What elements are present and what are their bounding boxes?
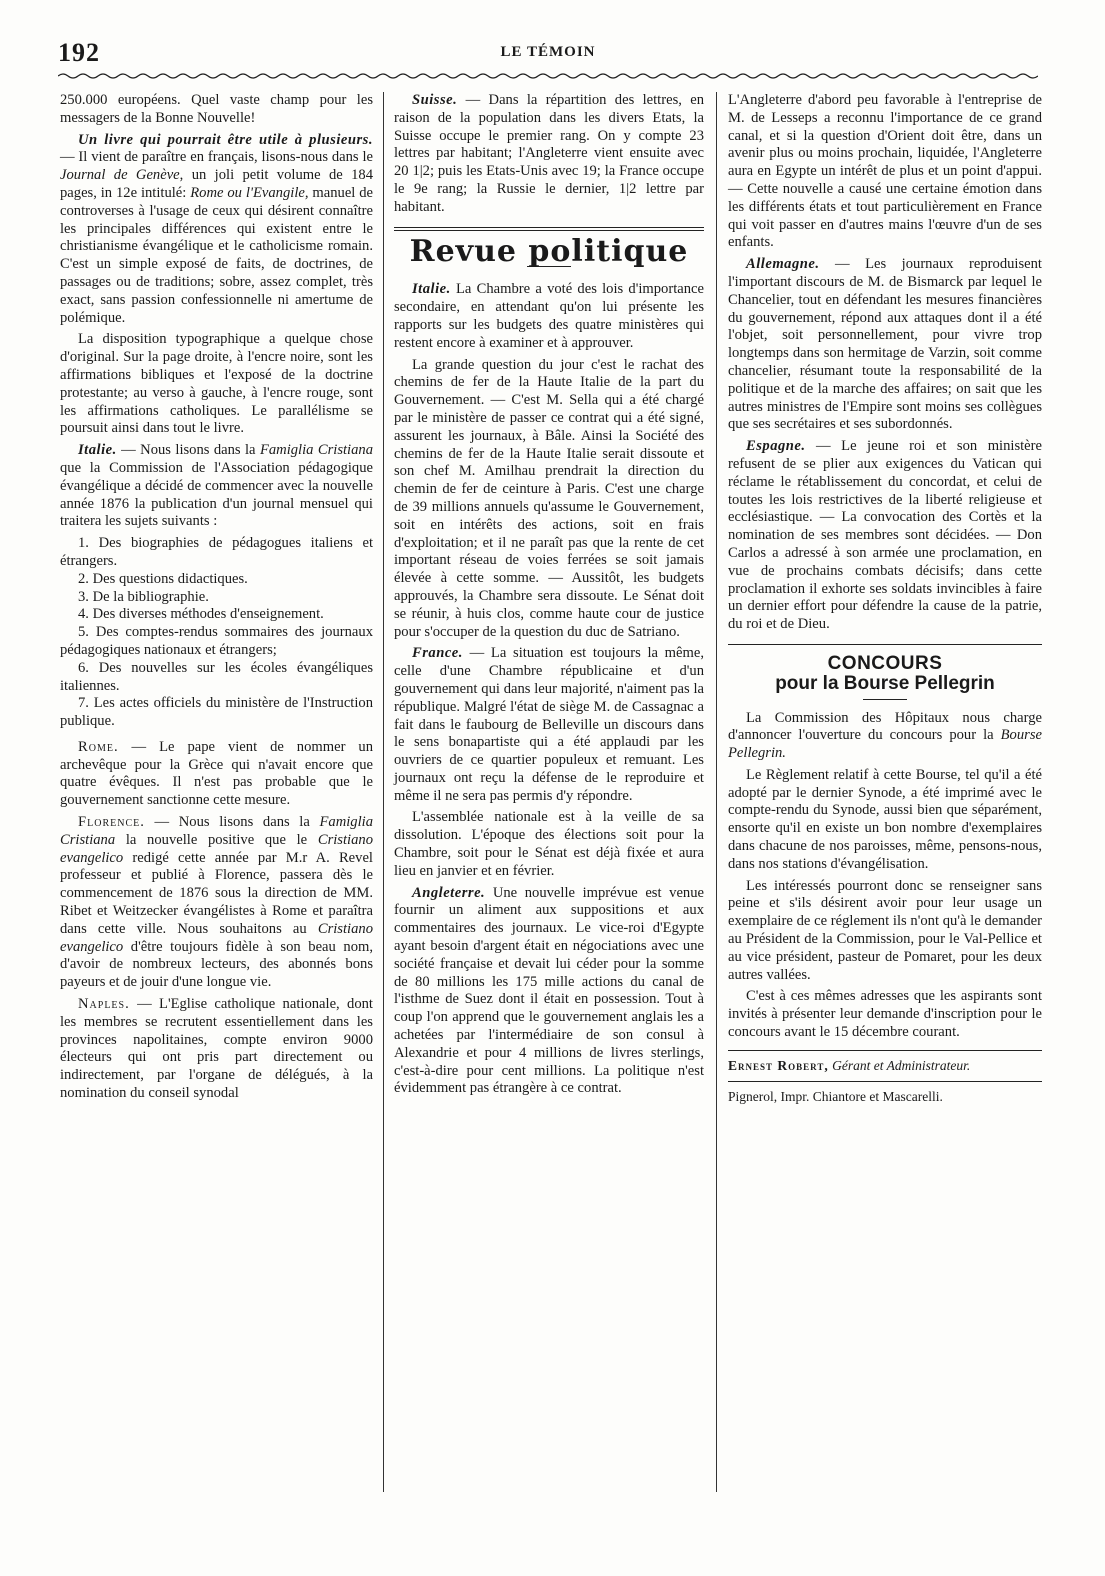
text: d'être toujours fidèle à son beau nom, d'avoir de nombreux lecteurs, des abonnés bons payeurs et de jouir d'une longue vie. (60, 938, 373, 991)
column-2 (394, 92, 704, 1102)
text: la nouvelle positive que le (115, 831, 318, 848)
list-item: 4. Des diverses méthodes d'enseignement. (78, 606, 324, 623)
city-label: Rome. (78, 738, 119, 755)
text: redigé cette année par M.r A. Revel professeur et publié à Florence, passera dès le commencement de 1876 sous la direction de MM. Ribet et Weitzecker évangélistes à Rome et paraîtra dans cette ville. Nous souhaitons au (60, 849, 373, 937)
newspaper-title: LE TÉMOIN (500, 44, 596, 60)
journal-name: Journal de Genève (60, 167, 180, 184)
article-angleterre (394, 885, 704, 1099)
city-label: Florence. (78, 814, 145, 831)
text: La Commission des Hôpitaux nous charge d'annoncer l'ouverture du concours pour la (728, 709, 1042, 744)
article-livre (60, 132, 373, 328)
bourse-name: Bourse Pellegrin. (728, 727, 1042, 762)
rubric: Un livre qui pourrait être utile à plusieurs. (78, 131, 373, 148)
title-dash (863, 699, 907, 700)
paragraph: L'assemblée nationale est à la veille de sa dissolution. L'époque des élections soit pour la Chambre, soit pour le Sénat est déjà fixée et aura lieu en janvier et en février. (394, 809, 704, 879)
text: — Il vient de paraître en français, lisons-nous dans le (60, 149, 373, 166)
text: — La situation est toujours la même, celle d'une Chambre républicaine et d'un gouvernement qui dans leur majorité, n'aiment pas la république. Malgré l'état de siège M. de Cassagnac a fait dans le faubourg de Belleville un discours dans le sens bonapartiste qui a été applaudi par les ouvriers de ce quartier populeux et remuant. Les journaux ont reçu la défense de le reproduire et même il ne sera pas permis d'y répondre. (394, 645, 704, 804)
footer-divider (728, 1050, 1042, 1051)
journal-name: Famiglia Cristiana (259, 442, 373, 459)
text: manuel de controverses à l'usage de ceux qui désirent connaître les principales différences qui existent entre le christianisme évangélique et le catholicisme romain. C'est un simple exposé de faits, de doctrines, de passages ou de traditions; sobre, assez complet, très exact, sans passion confessionnelle ni amertume de polémique. (60, 184, 374, 326)
rubric: Suisse. (412, 92, 458, 108)
journal-name: Cristiano evangelico (60, 920, 373, 955)
paragraph: L'Angleterre d'abord peu favorable à l'entreprise de M. de Lesseps a reconnu l'importance de ce grand canal, et si la question d'Orient doit être, dans un avenir plus ou moins prochain, liquidée, l'Angleterre aura en Egypte un intérêt de plus et un point d'appui. — Cette nouvelle a causé une certaine émotion dans les différents états et tout particulièrement en France qui voit passer en d'autres mains l'œuvre d'un de ses enfants. (728, 92, 1042, 251)
header-wavy-rule (58, 72, 1038, 80)
list-item: 7. Les actes officiels du ministère de l'Instruction publique. (60, 695, 373, 730)
text: , un joli petit volume de 184 pages, in 12e intitulé: (60, 167, 373, 201)
journal-name: Cristiano evangelico (60, 831, 373, 866)
book-title: Rome ou l'Evangile, (190, 184, 309, 201)
column-1 (60, 92, 373, 1107)
city-label: Naples. (78, 996, 130, 1013)
rubric: Italie. (412, 281, 451, 298)
article-allemagne (728, 256, 1042, 434)
article-florence (60, 814, 373, 992)
article-italie (394, 281, 704, 352)
rubric: Angleterre. (412, 884, 486, 901)
paragraph: 250.000 européens. Quel vaste champ pour les messagers de la Bonne Nouvelle! (60, 92, 373, 126)
text: — Nous lisons dans la (144, 814, 320, 831)
section-divider (728, 644, 1042, 645)
column-divider (383, 92, 384, 1492)
text: La Chambre a voté des lois d'importance secondaire, en attendant qu'on lui présente les rapports sur les budgets des quatre ministères qui restent encore à examiner et à approuver. (394, 281, 704, 351)
article-espagne (728, 438, 1042, 634)
text: Une nouvelle imprévue est venue fournir un aliment aux suppositions et aux commentaires des journaux. Le vice-roi d'Egypte ayant besoin d'argent était en négociations avec une société française et devait lui céder pour la somme de 80 millions les 175 mille actions du canal de l'isthme de Suez dont il était en possession. Tout à coup l'on apprend que le gouvernement anglais les a achetées par l'intermédiaire de son consul à Alexandrie et pour 4 millions de livres sterlings, c'est-à-dire pour cent millions. La politique n'est évidemment pas étrangère à ce contrat. (394, 884, 704, 1097)
paragraph (728, 710, 1042, 763)
list-item: 6. Des nouvelles sur les écoles évangéliques italiennes. (60, 659, 373, 694)
article-france (394, 645, 704, 805)
section-divider (394, 227, 704, 231)
section-title: Revue politique (409, 233, 689, 269)
article-italie (60, 442, 373, 531)
text: — Le pape vient de nommer un archevêque pour la Grèce qui n'avait encore que quatre évêques. Il n'est pas probable que le gouvernement sanctionne cette mesure. (60, 738, 373, 809)
text: que la Commission de l'Association pédagogique évangélique a décidé de commencer avec la nouvelle année 1876 la publication d'un journal mensuel qui traitera les sujets suivants : (60, 459, 373, 530)
list-item: 3. De la bibliographie. (78, 588, 209, 605)
rubric: Allemagne. (746, 256, 820, 273)
text: — Les journaux reproduisent l'important discours de M. de Bismarck par lequel le Chancelier, tout en défendant les mesures financières du gouvernement, répond aux attaques dont il a été l'objet, soit personnellement, pour vivre trop longtemps dans son hermitage de Varzin, soit comme chancelier, résumant toute la responsabilité de la politique et de la marche des affaires; on sait que les autres ministres de l'Empire sont moins ses collègues que ses secrétaires et ses subordonnés. (728, 256, 1042, 433)
gerant-line (728, 1057, 1042, 1075)
gerant-name: Ernest Robert, (728, 1057, 829, 1073)
paragraph: Le Règlement relatif à cette Bourse, tel qu'il a été adopté par le dernier Synode, a été imprimé avec le compte-rendu du Synode, aussi bien que séparément, ensorte qu'il en existe un bon nombre d'exemplaires dans chacune de nos paroisses, même, pensons-nous, dans nos stations d'évangélisation. (728, 766, 1042, 872)
rubric: Italie. (78, 442, 117, 459)
list-item: 1. Des biographies de pédagogues italiens et étrangers. (60, 535, 373, 569)
paragraph: Les intéressés pourront donc se renseigner sans peine et s'ils désirent avoir pour leur usage un exemplaire de ce réglement ils n'ont qu'à le demander au Président de la Commission, pour le Val-Pellice et au vice président, pasteur de Pomaret, pour les deux autres vallées. (728, 877, 1042, 983)
column-3 (728, 92, 1042, 1105)
list-item: 2. Des questions didactiques. (78, 570, 248, 587)
article-naples (60, 996, 373, 1103)
footer-divider (728, 1081, 1042, 1082)
paragraph: La disposition typographique a quelque chose d'original. Sur la page droite, à l'encre noire, sont les affirmations bibliques et l'exposé de la doctrine protestante; au verso à gauche, à l'encre rouge, sont les affirmations catholiques. Le parallélisme se poursuit ainsi dans tout le livre. (60, 331, 373, 437)
concours-subtitle: pour la Bourse Pellegrin (775, 672, 995, 694)
rubric: France. (412, 645, 463, 662)
journal-name: Famiglia Cristiana (60, 814, 373, 848)
text: — L'Eglise catholique nationale, dont les membres se recrutent essentiellement dans les provinces napolitaines, compte environ 9000 électeurs qui ont pris part directement ou indirectement, par l'organe de délégués, à la nomination du conseil synodal (60, 996, 373, 1102)
paragraph: La grande question du jour c'est le rachat des chemins de fer de la Haute Italie de la part du Gouvernement. — C'est M. Sella qui a été chargé par le ministère de passer ce contrat qui a été signé, assurent les journaux, à Bâle. Ainsi la Société des chemins de fer de la Haute Italie serait dissoute et son chef M. Amilhau prendrait la direction du chemin de fer de ceinture à Paris. C'est une charge de 39 millions annuels qu'assume le Gouvernement, soit en intérêts des actions, soit en frais d'exploitation; et il ne paraît pas que la rente de cet important réseau de voies ferrées se soit jamais élevée à cette somme. — Aussitôt, les budgets approuvés, la Chambre sera dissoute. Le Sénat doit se réunir, à huis clos, comme haute cour de justice pour s'occuper de la question du duc de Satriano. (394, 356, 704, 640)
paragraph: C'est à ces mêmes adresses que les aspirants sont invités à présenter leur demande d'inscription pour le concours avant le 15 décembre courant. (728, 988, 1042, 1041)
printer-line: Pignerol, Impr. Chiantore et Mascarelli. (728, 1088, 943, 1104)
text: — Nous lisons dans la (116, 442, 260, 459)
column-divider (716, 92, 717, 1492)
gerant-role: Gérant et Administrateur. (828, 1057, 971, 1073)
text: — Le jeune roi et son ministère refusent de se plier aux exigences du Vatican qui réclame le rétablissement du concordat, et celui de toutes les lois restrictives de la liberté religieuse et ecclésiastique. — La convocation des Cortès et la nomination de ses membres sont décidées. — Don Carlos a adressé à son armée une proclamation, en vue de prochains combats décisifs; dans cette proclamation il exhorte ses soldats invincibles à faire un dernier effort pour défendre la cause de la patrie, du roi et de Dieu. (728, 438, 1042, 633)
article-rome (60, 739, 373, 810)
article-suisse (394, 92, 704, 217)
text: — Dans la répartition des lettres, en raison de la population dans les divers Etats, la Suisse occupe le premier rang. On y compte 23 lettres par habitant; l'Angleterre vient ensuite avec 20 1|2; puis les Etats-Unis avec 19; la France occupe le 9e rang; la Russie le dernier, 1|2 lettre par habitant. (394, 92, 704, 215)
page-number: 192 (58, 38, 100, 67)
concours-title: CONCOURS (827, 652, 943, 674)
rubric: Espagne. (746, 438, 806, 455)
list-item: 5. Des comptes-rendus sommaires des journaux pédagogiques nationaux et étrangers; (60, 624, 373, 658)
